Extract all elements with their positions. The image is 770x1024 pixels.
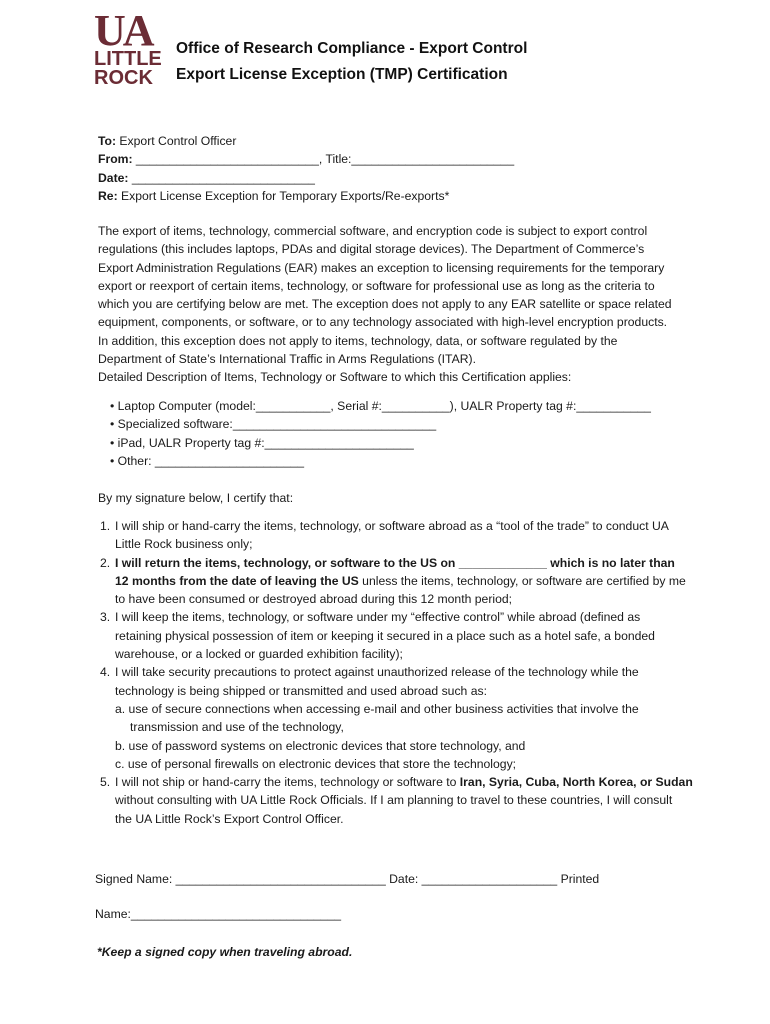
list-line: without consulting with UA Little Rock Officials. If I am planning to travel to these countries, I will consult — [115, 793, 673, 808]
bullet-laptop: • Laptop Computer (model:___________, Serial #:__________), UALR Property tag #:___________ — [110, 397, 710, 415]
list-line: warehouse, or a locked or guarded exhibition facility); — [115, 647, 403, 662]
document-subtitle: Export License Exception (TMP) Certification — [176, 66, 508, 83]
certify-statement: By my signature below, I certify that: — [98, 491, 294, 505]
logo-little: LITTLE — [94, 48, 162, 70]
para-line: regulations (this includes laptops, PDAs and digital storage devices). The Department of Commerce’s — [98, 242, 645, 257]
list-line: transmission and use of the technology, — [130, 720, 344, 735]
para-line: which you are certifying below are met. The exception does not apply to any EAR satellite or space related — [98, 297, 672, 312]
para-line: In addition, this exception does not apply to items, technology, data, or software regulated by the — [98, 333, 618, 348]
ualr-logo — [94, 6, 162, 89]
para-line: The export of items, technology, commercial software, and encryption code is subject to export control — [98, 224, 648, 238]
memo-to: To: Export Control Officer — [98, 134, 237, 148]
list-item: 3. I will keep the items, technology, or software under my “effective control” while abroad (defined as — [100, 610, 641, 625]
bullet-other: • Other: ______________________ — [110, 452, 710, 470]
memo-from: From: ___________________________, Title:________________________ — [98, 152, 515, 167]
list-line: 12 months from the date of leaving the US unless the items, technology, or software are certified by me — [115, 573, 686, 588]
para-line: export or reexport of certain items, technology, or software for professional use as long as the criteria to — [98, 278, 655, 293]
memo-block — [98, 132, 698, 205]
list-line: retaining physical possession of item or keeping it secured in a place such as a hotel safe, a bonded — [115, 628, 655, 643]
list-line: c. use of personal firewalls on electronic devices that store the technology; — [115, 756, 517, 771]
list-line: Little Rock business only; — [115, 537, 253, 552]
certification-list — [100, 517, 720, 828]
footer-note: *Keep a signed copy when traveling abroad. — [97, 945, 353, 959]
list-line: b. use of password systems on electronic devices that store technology, and — [115, 738, 526, 753]
document-header — [176, 36, 527, 88]
document-title: Office of Research Compliance - Export Control — [176, 40, 528, 57]
printed-name-line: Name:_______________________________ — [95, 907, 342, 921]
para-line: Detailed Description of Items, Technology or Software to which this Certification applies: — [98, 370, 572, 385]
bullet-software: • Specialized software:______________________________ — [110, 415, 710, 433]
para-line: equipment, components, or software, or to any technology associated with high-level encryption products. — [98, 315, 668, 330]
list-line: technology is being shipped or transmitted and used abroad such as: — [115, 683, 487, 698]
list-item: 2. I will return the items, technology, or software to the US on _____________ which is no later than — [100, 555, 675, 570]
list-item: 4. I will take security precautions to protect against unauthorized release of the technology while the — [100, 665, 639, 680]
signature-line: Signed Name: _______________________________ Date: ____________________ Printed — [95, 872, 600, 886]
para-line: Department of State’s International Traffic in Arms Regulations (ITAR). — [98, 352, 476, 367]
item-bullets — [110, 397, 710, 470]
logo-ua: UA — [94, 6, 152, 55]
list-item: 5. I will not ship or hand-carry the items, technology or software to Iran, Syria, Cuba, North Korea, or Sudan — [100, 775, 693, 790]
memo-date: Date: ___________________________ — [98, 170, 315, 185]
list-line: the UA Little Rock’s Export Control Officer. — [115, 811, 344, 826]
logo-rock: ROCK — [94, 67, 153, 89]
list-line: to have been consumed or destroyed abroad during this 12 month period; — [115, 592, 513, 607]
para-line: Export Administration Regulations (EAR) makes an exception to licensing requirements for the temporary — [98, 260, 665, 275]
list-line: a. use of secure connections when accessing e-mail and other business activities that involve the — [115, 701, 639, 716]
bullet-ipad: • iPad, UALR Property tag #:______________________ — [110, 434, 710, 452]
intro-paragraph — [98, 222, 698, 387]
list-item: 1. I will ship or hand-carry the items, technology, or software abroad as a “tool of the trade” to conduct UA — [100, 519, 669, 533]
memo-re: Re: Export License Exception for Temporary Exports/Re-exports* — [98, 188, 450, 203]
